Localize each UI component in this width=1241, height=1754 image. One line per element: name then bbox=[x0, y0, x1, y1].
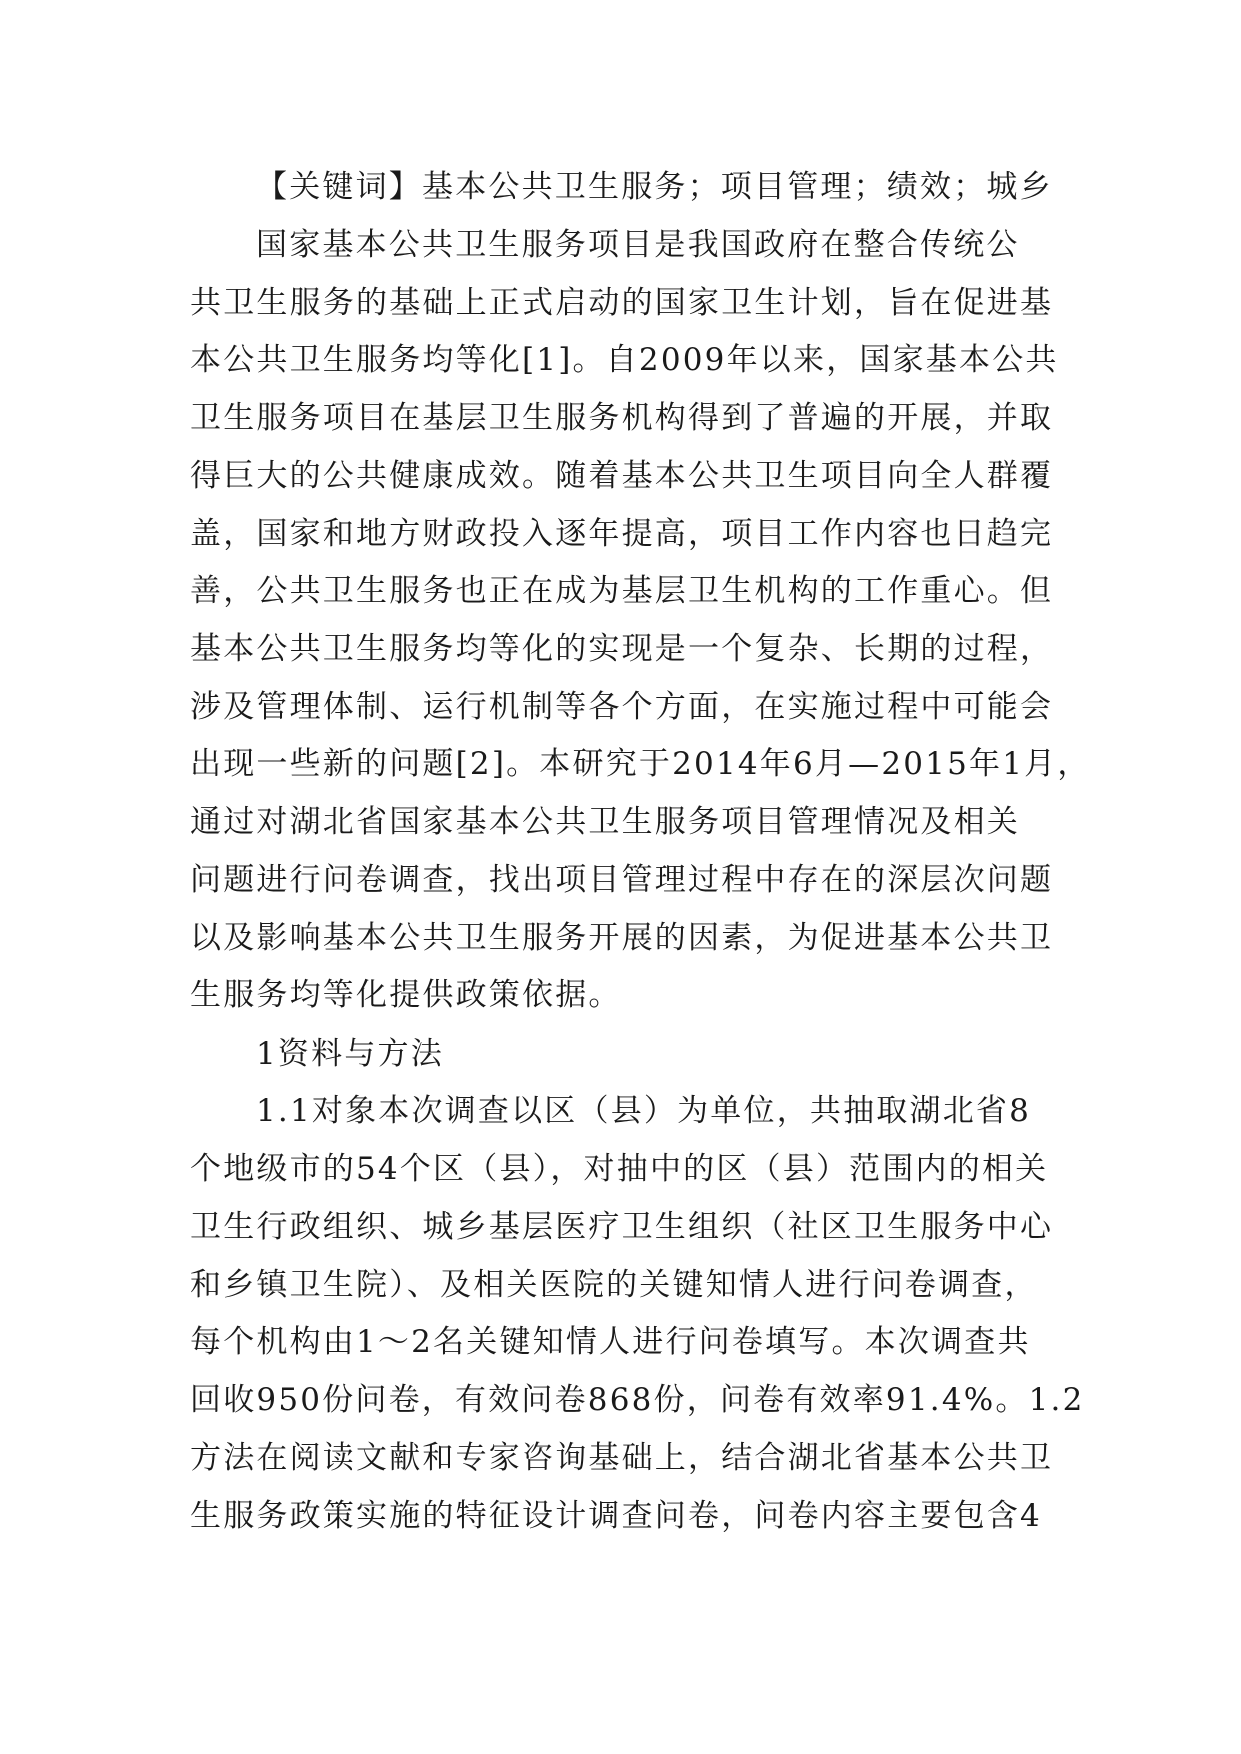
paragraph-line: 本公共卫生服务均等化[1]。自2009年以来，国家基本公共 bbox=[190, 342, 1059, 378]
paragraph-line: 通过对湖北省国家基本公共卫生服务项目管理情况及相关 bbox=[190, 804, 1020, 840]
paragraph-line: 卫生行政组织、城乡基层医疗卫生组织（社区卫生服务中心 bbox=[190, 1209, 1054, 1245]
paragraph-line: 生服务均等化提供政策依据。 bbox=[190, 977, 622, 1013]
paragraph-line: 得巨大的公共健康成效。随着基本公共卫生项目向全人群覆 bbox=[190, 458, 1054, 494]
paragraph-line: 以及影响基本公共卫生服务开展的因素，为促进基本公共卫 bbox=[190, 920, 1054, 956]
paragraph-line: 1.1对象本次调查以区（县）为单位，共抽取湖北省8 bbox=[256, 1093, 1032, 1129]
paragraph-line: 和乡镇卫生院）、及相关医院的关键知情人进行问卷调查， bbox=[190, 1267, 1038, 1303]
paragraph-line: 每个机构由1～2名关键知情人进行问卷填写。本次调查共 bbox=[190, 1324, 1031, 1360]
section-heading: 1资料与方法 bbox=[256, 1036, 444, 1072]
paragraph-line: 国家基本公共卫生服务项目是我国政府在整合传统公 bbox=[256, 227, 1020, 263]
paragraph-line: 问题进行问卷调查，找出项目管理过程中存在的深层次问题 bbox=[190, 862, 1054, 898]
keywords-line: 【关键词】基本公共卫生服务；项目管理；绩效；城乡 bbox=[256, 169, 1053, 205]
paragraph-line: 共卫生服务的基础上正式启动的国家卫生计划，旨在促进基 bbox=[190, 285, 1054, 321]
paragraph-line: 个地级市的54个区（县），对抽中的区（县）范围内的相关 bbox=[190, 1151, 1049, 1187]
paragraph-line: 涉及管理体制、运行机制等各个方面，在实施过程中可能会 bbox=[190, 689, 1054, 725]
paragraph-line: 回收950份问卷，有效问卷868份，问卷有效率91.4%。1.2 bbox=[190, 1382, 1085, 1418]
paragraph-line: 卫生服务项目在基层卫生服务机构得到了普遍的开展，并取 bbox=[190, 400, 1054, 436]
paragraph-line: 出现一些新的问题[2]。本研究于2014年6月—2015年1月， bbox=[190, 746, 1091, 782]
paragraph-line: 善，公共卫生服务也正在成为基层卫生机构的工作重心。但 bbox=[190, 573, 1054, 609]
paragraph-line: 盖，国家和地方财政投入逐年提高，项目工作内容也日趋完 bbox=[190, 516, 1054, 552]
paragraph-line: 方法在阅读文献和专家咨询基础上，结合湖北省基本公共卫 bbox=[190, 1440, 1054, 1476]
paragraph-line: 生服务政策实施的特征设计调查问卷，问卷内容主要包含4 bbox=[190, 1498, 1042, 1534]
paragraph-line: 基本公共卫生服务均等化的实现是一个复杂、长期的过程， bbox=[190, 631, 1054, 667]
